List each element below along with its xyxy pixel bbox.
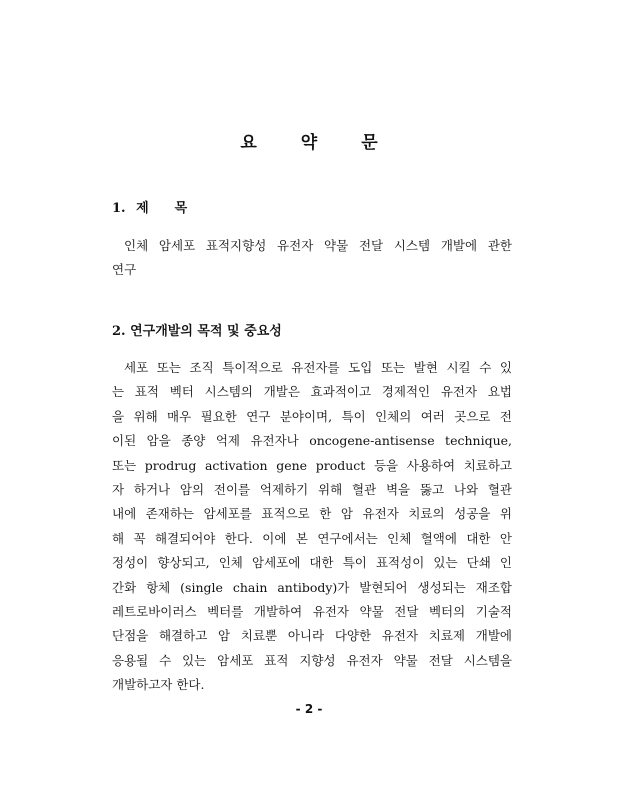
text-line: 을 위해 매우 필요한 연구 분야이며, 특이 인체의 여러 곳으로 전 — [112, 408, 512, 424]
section-1-text — [112, 234, 512, 283]
section-1-heading — [112, 197, 187, 216]
section-2-text — [112, 356, 512, 697]
text-line: 연구 — [112, 262, 137, 278]
text-line: 내에 존재하는 암세포를 표적으로 한 암 유전자 치료의 성공을 위 — [112, 506, 512, 522]
text-line: 간화 항체 (single chain antibody)가 발현되어 생성되는 재조합 — [112, 579, 512, 595]
section-1-title-a: 제 — [136, 201, 149, 216]
text-line: 정성이 향상되고, 인체 암세포에 대한 특이 표적성이 있는 단쇄 인 — [112, 555, 512, 571]
text-line: 는 표적 벡터 시스템의 개발은 효과적이고 경제적인 유전자 요법 — [112, 384, 512, 400]
text-line: 인체 암세포 표적지향성 유전자 약물 전달 시스템 개발에 관한 — [124, 238, 512, 253]
section-2-heading: 2. 연구개발의 목적 및 중요성 — [112, 324, 282, 339]
section-1-number: 1. — [112, 201, 126, 216]
page-title — [0, 128, 618, 153]
title-char: 문 — [361, 133, 378, 153]
text-line: 응용될 수 있는 암세포 표적 지향성 유전자 약물 전달 시스템을 — [112, 652, 512, 668]
text-line: 또는 prodrug activation gene product 등을 사용하여 치료하고 — [112, 457, 512, 473]
section-1-title-b: 목 — [174, 201, 188, 216]
title-char: 약 — [300, 133, 318, 153]
text-line: 해 꼭 해결되어야 한다. 이에 본 연구에서는 인체 혈액에 대한 안 — [112, 530, 512, 546]
text-line: 단점을 해결하고 암 치료뿐 아니라 다양한 유전자 치료제 개발에 — [112, 628, 512, 644]
title-char: 요 — [240, 133, 257, 153]
text-line: 자 하거나 암의 전이를 억제하기 위해 혈관 벽을 뚫고 나와 혈관 — [112, 481, 512, 497]
text-line: 개발하고자 한다. — [112, 677, 205, 693]
text-line: 레트로바이러스 벡터를 개발하여 유전자 약물 전달 벡터의 기술적 — [112, 603, 512, 619]
text-line: 세포 또는 조직 특이적으로 유전자를 도입 또는 발현 시킬 수 있 — [124, 360, 512, 375]
text-line: 이된 암을 종양 억제 유전자나 oncogene-antisense technique, — [112, 433, 512, 449]
page-number: - 2 - — [295, 702, 323, 716]
